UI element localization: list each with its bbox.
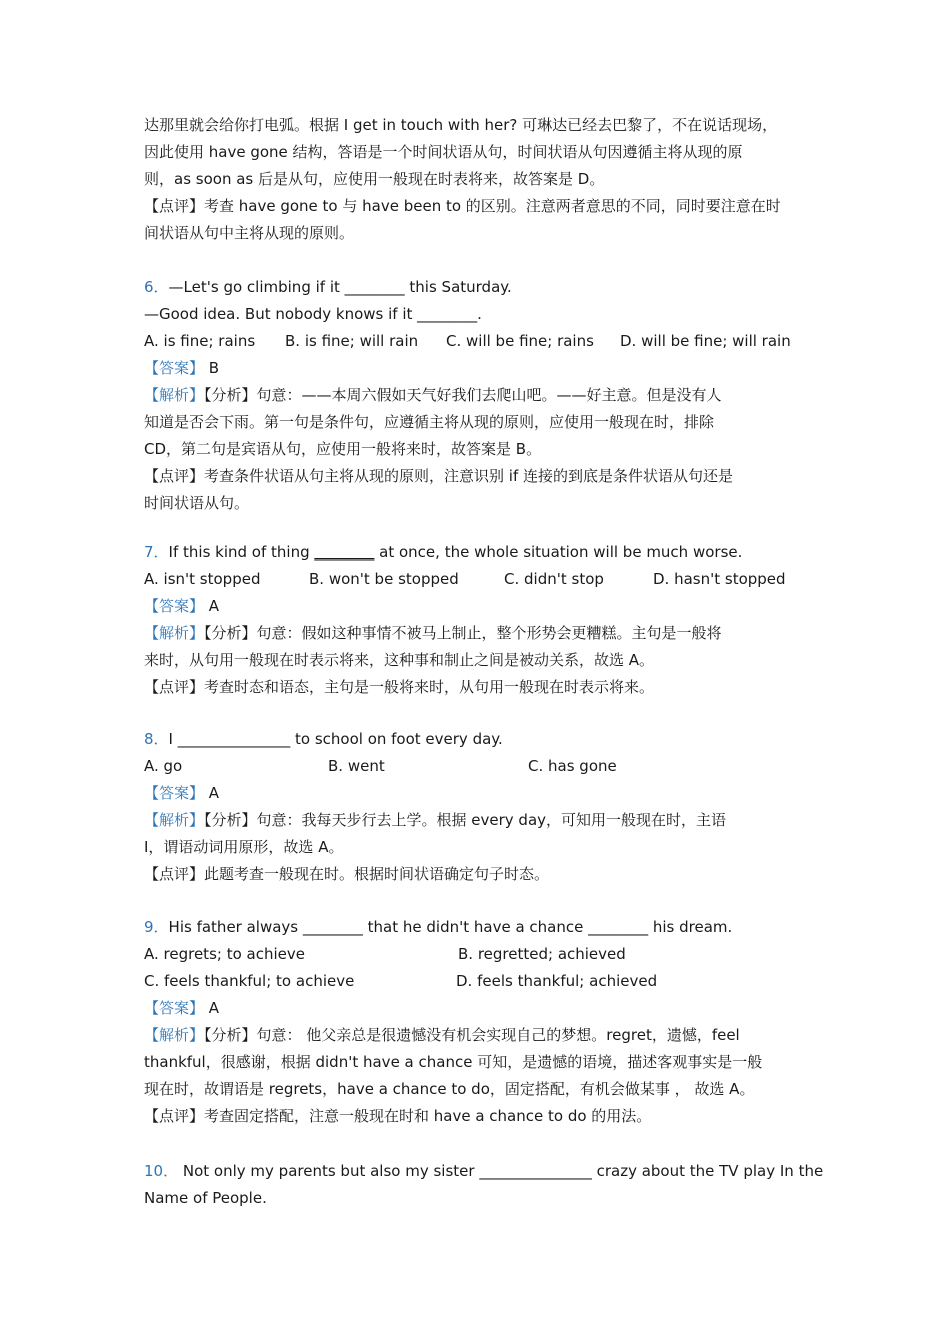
question-10-stem	[144, 1158, 823, 1185]
option-d: D. hasn't stopped	[653, 570, 786, 588]
analysis-tag: 【解析】	[144, 1026, 205, 1044]
answer-value: A	[208, 999, 220, 1017]
comment-line: 间状语从句中主将从现的原则。	[144, 224, 355, 242]
analysis-line: I，谓语动词用原形，故选 A。	[144, 838, 344, 856]
comment-line: 【点评】此题考查一般现在时。根据时间状语确定句子时态。	[144, 865, 550, 883]
text-line: 达那里就会给你打电弧。根据 I get in touch with her? 可琳达已经去巴黎了，不在说话现场，	[144, 116, 778, 134]
question-number: 6．	[144, 278, 169, 296]
analysis-text: 【分析】句意：假如这种事情不被马上制止，整个形势会更糟糕。主句是一般将	[204, 624, 722, 642]
answer-line	[144, 780, 219, 807]
analysis-line: 现在时，故谓语是 regrets，have a chance to do，固定搭配，有机会做某事 ， 故选 A。	[144, 1080, 755, 1098]
question-7-stem	[144, 539, 742, 566]
question-text: His father always ________ that he didn't have a chance ________ his dream.	[168, 918, 733, 936]
comment-line: 时间状语从句。	[144, 494, 250, 512]
comment-line: 【点评】考查 have gone to 与 have been to 的区别。注意两者意思的不同，同时要注意在时	[144, 197, 781, 215]
option-b: B. went	[328, 757, 385, 775]
answer-tag: 【答案】	[144, 597, 205, 615]
answer-tag: 【答案】	[144, 359, 205, 377]
answer-tag: 【答案】	[144, 999, 205, 1017]
option-d: D. will be fine; will rain	[620, 332, 791, 350]
answer-value: B	[208, 359, 220, 377]
question-number: 7．	[144, 543, 169, 561]
comment-line: 【点评】考查时态和语态，主句是一般将来时，从句用一般现在时表示将来。	[144, 678, 655, 696]
analysis-text: 【分析】句意： 他父亲总是很遗憾没有机会实现自己的梦想。regret，遗憾，feel	[204, 1026, 740, 1044]
option-c: C. has gone	[528, 757, 617, 775]
question-6-line2: —Good idea. But nobody knows if it ________.	[144, 305, 482, 323]
answer-line	[144, 355, 219, 382]
text-line: 则，as soon as 后是从句，应使用一般现在时表将来，故答案是 D。	[144, 170, 605, 188]
analysis-line	[144, 807, 726, 834]
analysis-tag: 【解析】	[144, 386, 205, 404]
option-a: A. is fine; rains	[144, 332, 256, 350]
question-9-stem	[144, 914, 732, 941]
answer-value: A	[208, 784, 220, 802]
analysis-line: thankful，很感谢，根据 didn't have a chance 可知，是遗憾的语境，描述客观事实是一般	[144, 1053, 763, 1071]
comment-line: 【点评】考查固定搭配，注意一般现在时和 have a chance to do 的用法。	[144, 1107, 652, 1125]
analysis-line: 来时，从句用一般现在时表示将来，这种事和制止之间是被动关系，故选 A。	[144, 651, 655, 669]
question-number: 8．	[144, 730, 169, 748]
analysis-line: 知道是否会下雨。第一句是条件句，应遵循主将从现的原则，应使用一般现在时，排除	[144, 413, 715, 431]
comment-line: 【点评】考查条件状语从句主将从现的原则，注意识别 if 连接的到底是条件状语从句还是	[144, 467, 733, 485]
question-text: —Let's go climbing if it ________ this Saturday.	[168, 278, 512, 296]
analysis-text: 【分析】句意：——本周六假如天气好我们去爬山吧。——好主意。但是没有人	[204, 386, 722, 404]
analysis-line	[144, 1022, 740, 1049]
question-number: 10．	[144, 1162, 179, 1180]
option-c: C. will be fine; rains	[446, 332, 594, 350]
question-text: If this kind of thing	[168, 543, 315, 561]
question-number: 9．	[144, 918, 169, 936]
answer-tag: 【答案】	[144, 784, 205, 802]
question-10-line2: Name of People.	[144, 1189, 267, 1207]
question-6-stem	[144, 274, 512, 301]
answer-value: A	[208, 597, 220, 615]
option-d: D. feels thankful; achieved	[456, 972, 658, 990]
question-text: at once, the whole situation will be much worse.	[374, 543, 743, 561]
analysis-line	[144, 382, 722, 409]
option-b: B. is fine; will rain	[285, 332, 419, 350]
question-text: Not only my parents but also my sister _______________ crazy about the TV play In the	[182, 1162, 824, 1180]
answer-blank: ________	[314, 543, 375, 561]
analysis-text: 【分析】句意：我每天步行去上学。根据 every day，可知用一般现在时，主语	[204, 811, 727, 829]
analysis-line: CD，第二句是宾语从句，应使用一般将来时，故答案是 B。	[144, 440, 542, 458]
analysis-tag: 【解析】	[144, 811, 205, 829]
analysis-line	[144, 620, 722, 647]
option-c: C. didn't stop	[504, 570, 604, 588]
answer-line	[144, 995, 219, 1022]
text-line: 因此使用 have gone 结构，答语是一个时间状语从句，时间状语从句因遵循主将从现的原	[144, 143, 743, 161]
option-b: B. won't be stopped	[309, 570, 459, 588]
answer-line	[144, 593, 219, 620]
option-b: B. regretted; achieved	[458, 945, 626, 963]
option-a: A. regrets; to achieve	[144, 945, 305, 963]
question-8-stem	[144, 726, 503, 753]
question-text: I _______________ to school on foot every day.	[168, 730, 503, 748]
option-a: A. isn't stopped	[144, 570, 261, 588]
analysis-tag: 【解析】	[144, 624, 205, 642]
option-a: A. go	[144, 757, 183, 775]
option-c: C. feels thankful; to achieve	[144, 972, 355, 990]
